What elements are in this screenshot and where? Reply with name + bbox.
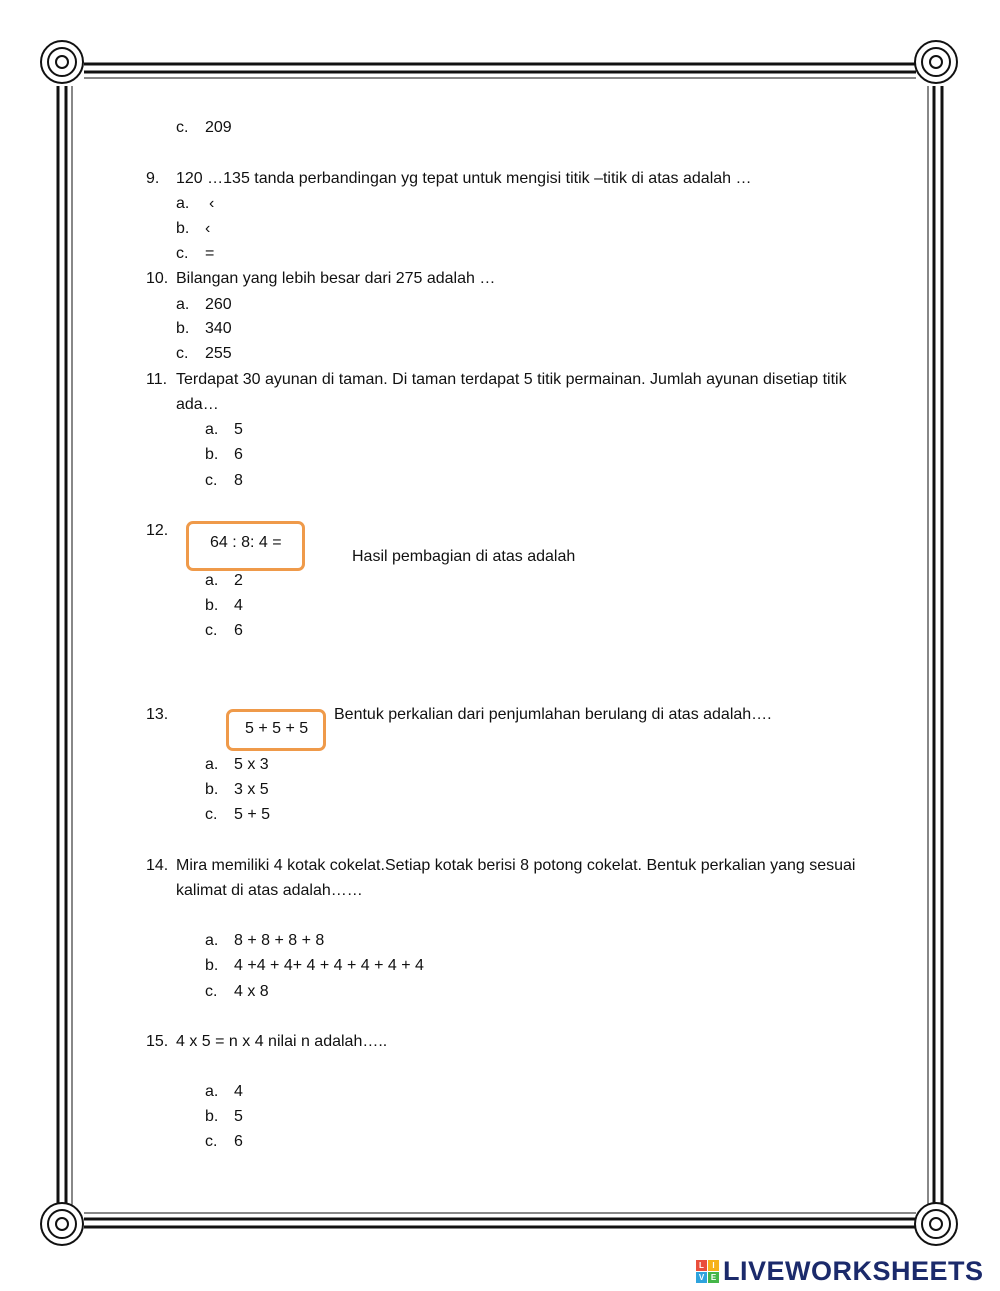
question-number: 13. xyxy=(146,706,169,723)
option-letter: a. xyxy=(205,1083,219,1100)
option-letter: c. xyxy=(205,1133,218,1150)
option-letter: b. xyxy=(205,446,219,463)
option-letter: c. xyxy=(176,245,189,262)
option-letter: c. xyxy=(205,472,218,489)
expression-text: 5 + 5 + 5 xyxy=(245,720,309,737)
option-letter: c. xyxy=(205,622,218,639)
question-text-line-2: ada… xyxy=(176,396,219,413)
option-letter: b. xyxy=(205,781,219,798)
option-text: ‹ xyxy=(205,220,211,237)
logo-letter: V xyxy=(696,1272,707,1283)
logo-text: LIVEWORKSHEETS xyxy=(723,1255,984,1286)
logo-letter: E xyxy=(708,1272,719,1283)
corner-ornament-top-left xyxy=(41,41,83,83)
option-text: 8 xyxy=(234,472,243,489)
option-text: 4 xyxy=(234,1083,243,1100)
option-letter: a. xyxy=(205,756,219,773)
option-letter: a. xyxy=(205,572,219,589)
option-letter: c. xyxy=(205,983,218,1000)
expression-text: 64 : 8: 4 = xyxy=(210,534,282,551)
question-number: 11. xyxy=(146,371,168,388)
option-letter: a. xyxy=(176,296,190,313)
option-text: 6 xyxy=(234,1133,243,1150)
option-text: 5 + 5 xyxy=(234,806,271,823)
option-letter: b. xyxy=(205,1108,219,1125)
question-text: 4 x 5 = n x 4 nilai n adalah….. xyxy=(176,1033,388,1050)
option-text: 5 xyxy=(234,1108,243,1125)
option-text: 5 x 3 xyxy=(234,756,269,773)
option-text: 255 xyxy=(205,345,232,362)
question-text: 120 …135 tanda perbandingan yg tepat untuk mengisi titik –titik di atas adalah … xyxy=(176,170,752,187)
option-text: 209 xyxy=(205,119,232,136)
option-text: 2 xyxy=(234,572,243,589)
option-text: 260 xyxy=(205,296,232,313)
option-text: 340 xyxy=(205,320,232,337)
question-number: 9. xyxy=(146,170,160,187)
option-text: 6 xyxy=(234,622,243,639)
question-number: 15. xyxy=(146,1033,169,1050)
corner-ornament-bottom-right xyxy=(915,1203,957,1245)
question-text: Bilangan yang lebih besar dari 275 adalah … xyxy=(176,270,496,287)
question-number: 10. xyxy=(146,270,169,287)
option-letter: a. xyxy=(176,195,190,212)
option-text: ‹ xyxy=(209,195,215,212)
question-text-line-1: Mira memiliki 4 kotak cokelat.Setiap kotak berisi 8 potong cokelat. Bentuk perkalian yang sesuai xyxy=(176,857,856,874)
option-text: 6 xyxy=(234,446,243,463)
option-letter: a. xyxy=(205,932,219,949)
logo-letter: I xyxy=(708,1260,719,1271)
question-number: 14. xyxy=(146,857,169,874)
option-text: 8 + 8 + 8 + 8 xyxy=(234,932,325,949)
option-text: 3 x 5 xyxy=(234,781,269,798)
option-letter: c. xyxy=(176,119,189,136)
option-letter: b. xyxy=(176,220,190,237)
option-letter: b. xyxy=(205,597,219,614)
corner-ornament-bottom-left xyxy=(41,1203,83,1245)
option-letter: b. xyxy=(176,320,190,337)
option-text: 4 xyxy=(234,597,243,614)
corner-ornament-top-right xyxy=(915,41,957,83)
option-text: 4 +4 + 4+ 4 + 4 + 4 + 4 + 4 xyxy=(234,957,424,974)
option-text: 5 xyxy=(234,421,243,438)
liveworksheets-logo xyxy=(696,1254,984,1288)
question-number: 12. xyxy=(146,522,169,539)
question-text-line-1: Terdapat 30 ayunan di taman. Di taman terdapat 5 titik permainan. Jumlah ayunan disetiap titik xyxy=(176,371,847,388)
logo-squares xyxy=(696,1260,719,1283)
option-letter: c. xyxy=(205,806,218,823)
question-text: Hasil pembagian di atas adalah xyxy=(352,548,576,565)
question-text: Bentuk perkalian dari penjumlahan berulang di atas adalah…. xyxy=(334,706,772,723)
option-letter: c. xyxy=(176,345,189,362)
question-text-line-2: kalimat di atas adalah…… xyxy=(176,882,363,899)
option-text: = xyxy=(205,245,215,262)
option-text: 4 x 8 xyxy=(234,983,269,1000)
logo-letter: L xyxy=(696,1260,707,1271)
option-letter: b. xyxy=(205,957,219,974)
option-letter: a. xyxy=(205,421,219,438)
